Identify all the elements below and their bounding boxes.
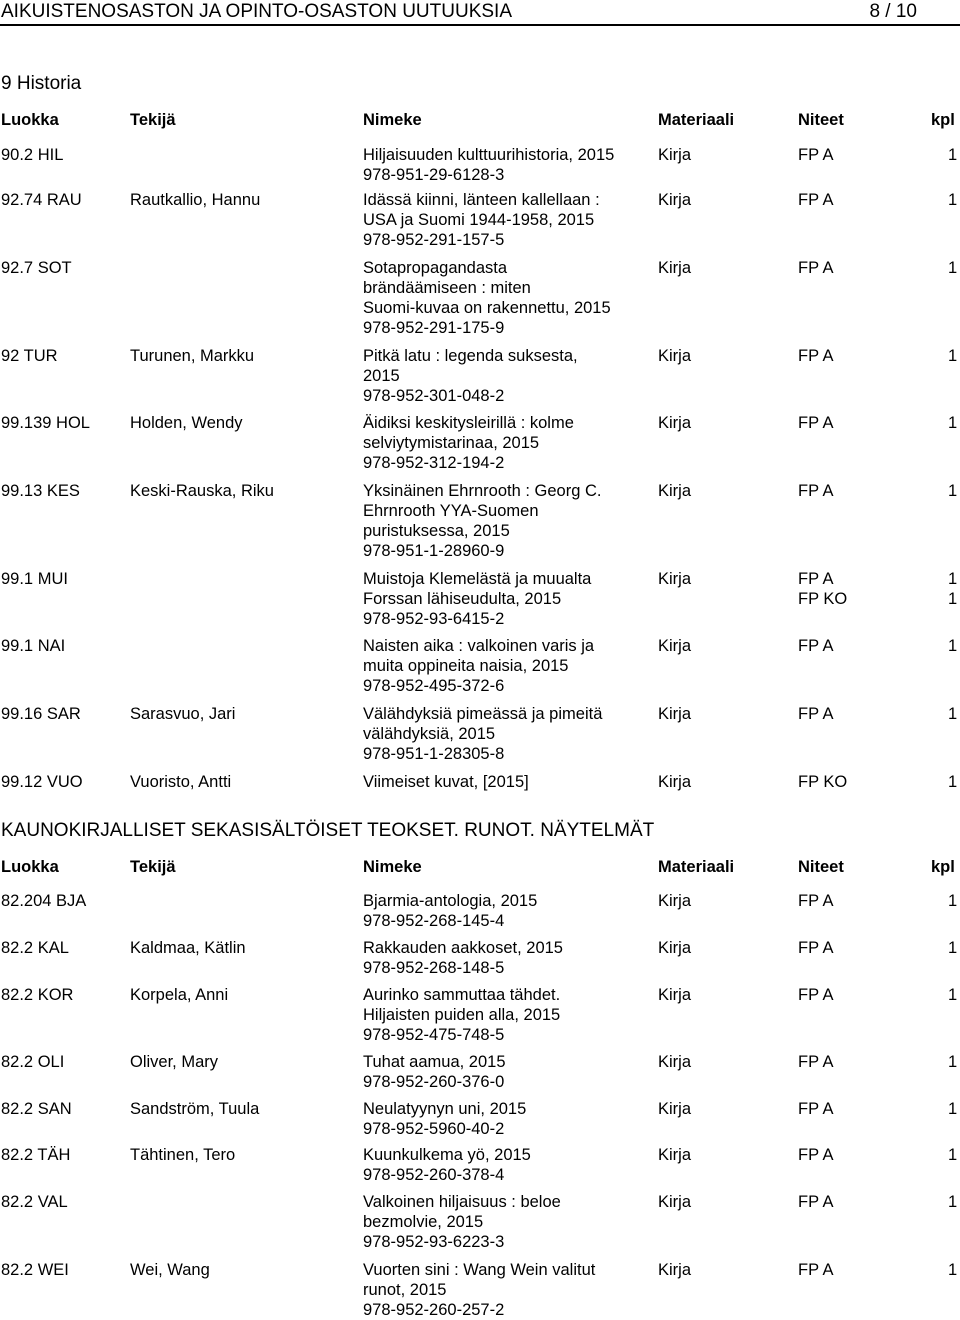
column-header-luokka: Luokka (1, 111, 59, 129)
cell-luokka: 82.2 KAL (1, 939, 69, 957)
cell-nimeke: Äidiksi keskitysleirillä : kolme selviytymistarinaa, 2015 978-952-312-194-2 (363, 414, 574, 472)
cell-luokka: 82.2 OLI (1, 1053, 65, 1071)
cell-materiaali: Kirja (658, 892, 692, 910)
cell-tekija: Keski-Rauska, Riku (130, 482, 274, 500)
cell-niteet: FP A FP KO (798, 570, 848, 608)
column-header-luokka: Luokka (1, 858, 59, 876)
cell-nimeke: Aurinko sammuttaa tähdet. Hiljaisten puiden alla, 2015 978-952-475-748-5 (363, 986, 561, 1044)
cell-luokka: 82.2 TÄH (1, 1146, 71, 1164)
column-header-niteet: Niteet (798, 111, 844, 129)
cell-kpl: 1 (948, 1100, 958, 1118)
cell-kpl: 1 (948, 1261, 958, 1279)
cell-kpl: 1 (948, 482, 958, 500)
cell-materiaali: Kirja (658, 1261, 692, 1279)
cell-tekija: Kaldmaa, Kätlin (130, 939, 246, 957)
column-header-nimeke: Nimeke (363, 111, 422, 129)
cell-nimeke: Yksinäinen Ehrnrooth : Georg C. Ehrnrooth YYA-Suomen puristuksessa, 2015 978-951-1-28960-9 (363, 482, 602, 560)
section-title: 9 Historia (1, 73, 82, 94)
cell-nimeke: Bjarmia-antologia, 2015 978-952-268-145-4 (363, 892, 538, 930)
cell-tekija: Korpela, Anni (130, 986, 229, 1004)
cell-niteet: FP A (798, 347, 834, 365)
cell-luokka: 99.139 HOL (1, 414, 90, 432)
column-header-kpl: kpl (931, 111, 955, 129)
cell-materiaali: Kirja (658, 1053, 692, 1071)
cell-nimeke: Hiljaisuuden kulttuurihistoria, 2015 978-951-29-6128-3 (363, 146, 615, 184)
cell-niteet: FP A (798, 482, 834, 500)
cell-materiaali: Kirja (658, 570, 692, 588)
cell-kpl: 1 (948, 146, 958, 164)
cell-tekija: Holden, Wendy (130, 414, 243, 432)
cell-tekija: Tähtinen, Tero (130, 1146, 236, 1164)
cell-kpl: 1 (948, 414, 958, 432)
cell-nimeke: Muistoja Klemelästä ja muualta Forssan lähiseudulta, 2015 978-952-93-6415-2 (363, 570, 592, 628)
cell-tekija: Rautkallio, Hannu (130, 191, 261, 209)
cell-niteet: FP A (798, 191, 834, 209)
column-header-tekija: Tekijä (130, 111, 176, 129)
cell-luokka: 99.16 SAR (1, 705, 81, 723)
cell-materiaali: Kirja (658, 1100, 692, 1118)
page-header (0, 0, 960, 24)
cell-nimeke: Tuhat aamua, 2015 978-952-260-376-0 (363, 1053, 506, 1091)
cell-niteet: FP A (798, 1053, 834, 1071)
cell-niteet: FP A (798, 146, 834, 164)
cell-tekija: Sandström, Tuula (130, 1100, 260, 1118)
cell-nimeke: Välähdyksiä pimeässä ja pimeitä välähdyksiä, 2015 978-951-1-28305-8 (363, 705, 603, 763)
header-rule (0, 24, 960, 26)
cell-niteet: FP A (798, 259, 834, 277)
cell-materiaali: Kirja (658, 146, 692, 164)
cell-nimeke: Valkoinen hiljaisuus : beloe bezmolvie, 2015 978-952-93-6223-3 (363, 1193, 561, 1251)
cell-kpl: 1 (948, 892, 958, 910)
cell-nimeke: Idässä kiinni, länteen kallellaan : USA ja Suomi 1944-1958, 2015 978-952-291-157-5 (363, 191, 600, 249)
cell-luokka: 92.7 SOT (1, 259, 72, 277)
cell-kpl: 1 1 (948, 570, 958, 608)
column-header-kpl: kpl (931, 858, 955, 876)
cell-luokka: 99.12 VUO (1, 773, 83, 791)
cell-kpl: 1 (948, 191, 958, 209)
cell-luokka: 82.2 VAL (1, 1193, 68, 1211)
cell-niteet: FP A (798, 1146, 834, 1164)
column-header-materiaali: Materiaali (658, 858, 735, 876)
column-header-tekija: Tekijä (130, 858, 176, 876)
cell-luokka: 99.1 MUI (1, 570, 68, 588)
cell-niteet: FP A (798, 1193, 834, 1211)
cell-nimeke: Pitkä latu : legenda suksesta, 2015 978-952-301-048-2 (363, 347, 578, 405)
cell-nimeke: Viimeiset kuvat, [2015] (363, 773, 529, 791)
cell-materiaali: Kirja (658, 414, 692, 432)
cell-niteet: FP A (798, 892, 834, 910)
document-title: AIKUISTENOSASTON JA OPINTO-OSASTON UUTUUKSIA (1, 1, 512, 22)
cell-kpl: 1 (948, 347, 958, 365)
cell-luokka: 92 TUR (1, 347, 58, 365)
cell-nimeke: Naisten aika : valkoinen varis ja muita oppineita naisia, 2015 978-952-495-372-6 (363, 637, 595, 695)
cell-kpl: 1 (948, 1146, 958, 1164)
cell-tekija: Oliver, Mary (130, 1053, 219, 1071)
cell-niteet: FP A (798, 986, 834, 1004)
cell-kpl: 1 (948, 773, 958, 791)
cell-niteet: FP A (798, 414, 834, 432)
cell-kpl: 1 (948, 705, 958, 723)
cell-niteet: FP A (798, 1100, 834, 1118)
cell-kpl: 1 (948, 939, 958, 957)
cell-materiaali: Kirja (658, 482, 692, 500)
cell-kpl: 1 (948, 637, 958, 655)
cell-tekija: Sarasvuo, Jari (130, 705, 236, 723)
cell-nimeke: Neulatyynyn uni, 2015 978-952-5960-40-2 (363, 1100, 527, 1138)
cell-kpl: 1 (948, 1053, 958, 1071)
cell-niteet: FP A (798, 637, 834, 655)
cell-niteet: FP KO (798, 773, 848, 791)
cell-materiaali: Kirja (658, 1193, 692, 1211)
cell-niteet: FP A (798, 705, 834, 723)
cell-nimeke: Rakkauden aakkoset, 2015 978-952-268-148-5 (363, 939, 563, 977)
cell-nimeke: Vuorten sini : Wang Wein valitut runot, 2015 978-952-260-257-2 (363, 1261, 596, 1319)
section-title: KAUNOKIRJALLISET SEKASISÄLTÖISET TEOKSET. RUNOT. NÄYTELMÄT (1, 820, 655, 841)
cell-tekija: Vuoristo, Antti (130, 773, 232, 791)
cell-luokka: 90.2 HIL (1, 146, 64, 164)
cell-luokka: 82.204 BJA (1, 892, 87, 910)
cell-luokka: 82.2 KOR (1, 986, 74, 1004)
cell-luokka: 82.2 SAN (1, 1100, 72, 1118)
cell-kpl: 1 (948, 259, 958, 277)
cell-luokka: 82.2 WEI (1, 1261, 69, 1279)
column-header-materiaali: Materiaali (658, 111, 735, 129)
cell-niteet: FP A (798, 939, 834, 957)
cell-kpl: 1 (948, 986, 958, 1004)
cell-materiaali: Kirja (658, 986, 692, 1004)
column-header-nimeke: Nimeke (363, 858, 422, 876)
cell-kpl: 1 (948, 1193, 958, 1211)
column-header-niteet: Niteet (798, 858, 844, 876)
cell-materiaali: Kirja (658, 637, 692, 655)
cell-luokka: 92.74 RAU (1, 191, 82, 209)
cell-materiaali: Kirja (658, 939, 692, 957)
cell-materiaali: Kirja (658, 705, 692, 723)
page-number: 8 / 10 (869, 1, 917, 22)
cell-luokka: 99.13 KES (1, 482, 80, 500)
cell-niteet: FP A (798, 1261, 834, 1279)
cell-materiaali: Kirja (658, 347, 692, 365)
cell-tekija: Wei, Wang (130, 1261, 210, 1279)
cell-luokka: 99.1 NAI (1, 637, 66, 655)
cell-nimeke: Kuunkulkema yö, 2015 978-952-260-378-4 (363, 1146, 531, 1184)
cell-materiaali: Kirja (658, 1146, 692, 1164)
cell-materiaali: Kirja (658, 773, 692, 791)
cell-nimeke: Sotapropagandasta brändäämiseen : miten Suomi-kuvaa on rakennettu, 2015 978-952-291-175-9 (363, 259, 611, 337)
cell-materiaali: Kirja (658, 259, 692, 277)
cell-materiaali: Kirja (658, 191, 692, 209)
cell-tekija: Turunen, Markku (130, 347, 255, 365)
